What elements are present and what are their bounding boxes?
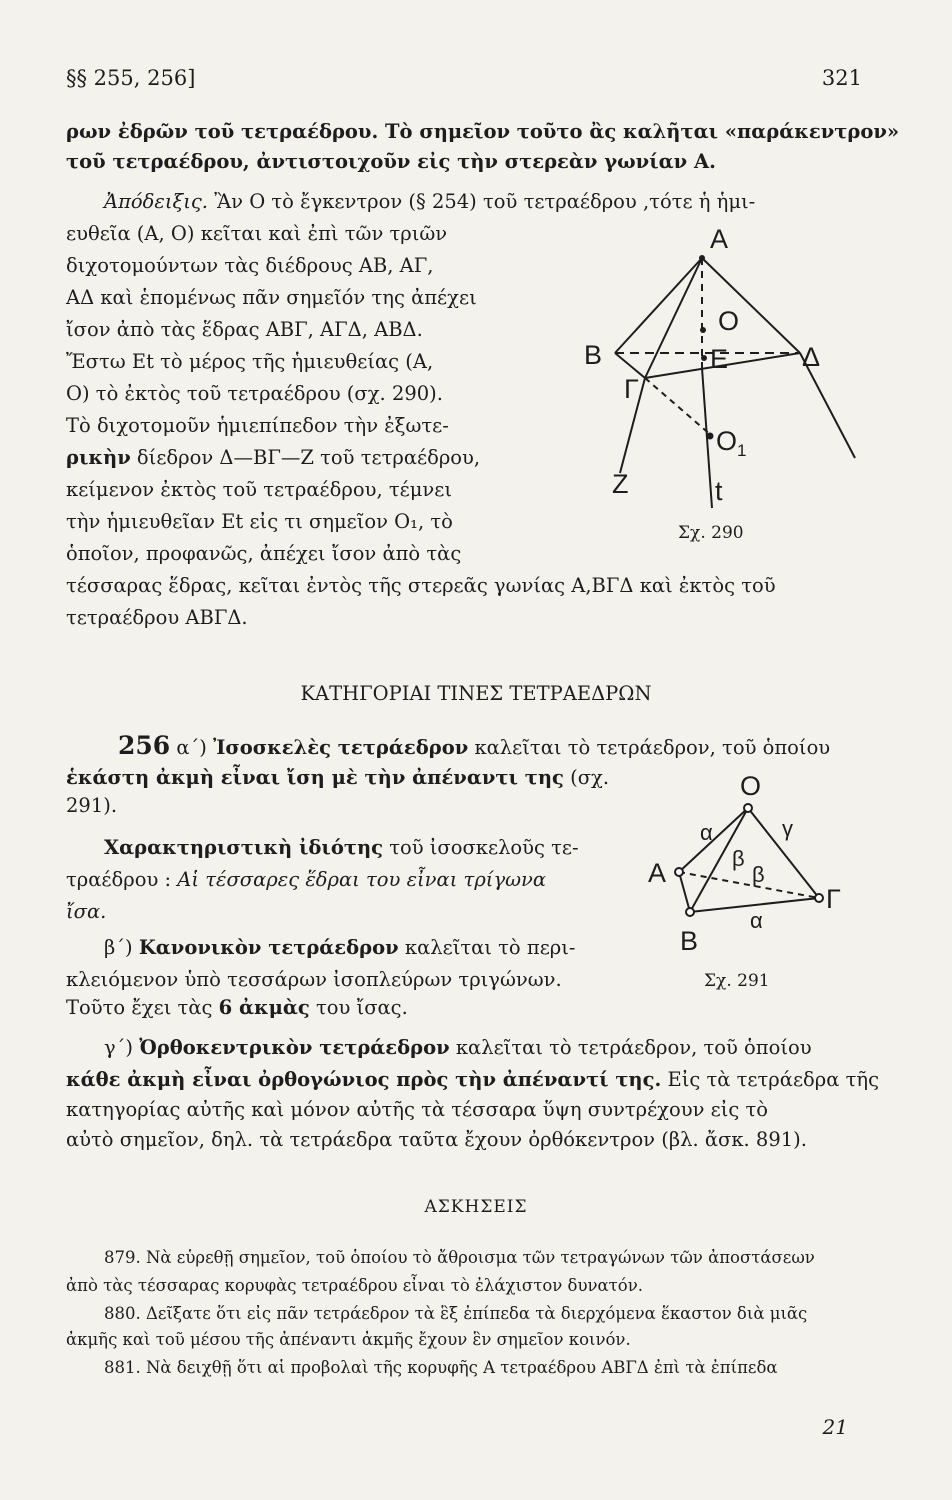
- para1-line2: τοῦ τετραέδρου, ἀντιστοιχοῦν εἰς τὴν στερεὰν γωνίαν Α.: [66, 150, 716, 173]
- proof-line1: [104, 187, 755, 217]
- proof-line4: ΑΔ καὶ ἑπομένως πᾶν σημεῖόν της ἀπέχει: [66, 286, 477, 309]
- edge-AB: [615, 258, 702, 353]
- proof-label: Ἀπόδειξις.: [104, 190, 208, 213]
- para-b-rest: καλεῖται τὸ περι-: [398, 936, 576, 959]
- label-E: E: [710, 344, 729, 374]
- caption-291: Σχ. 291: [704, 971, 770, 991]
- proof-line11: τὴν ἡμιευθεῖαν Εt εἰς τι σημεῖον Ο₁, τὸ: [66, 510, 453, 533]
- para-b-line1: [104, 933, 576, 963]
- para1-line1: ρων ἐδρῶν τοῦ τετραέδρου. Τὸ σημεῖον τοῦτο ἂς καλῆται «παράκεντρον»: [66, 120, 900, 143]
- para-a-rest2: (σχ.: [563, 766, 610, 789]
- proof-line14: τετραέδρου ΑΒΓΔ.: [66, 606, 248, 629]
- para-a-line3: 291).: [66, 794, 118, 817]
- label-G: Γ: [826, 884, 841, 914]
- edge-AD: [702, 258, 800, 353]
- para-a-line1: [118, 731, 830, 763]
- label-A: A: [710, 224, 729, 254]
- para-a-label: α΄): [170, 736, 214, 759]
- proof-line12: ὁποῖον, προφανῶς, ἀπέχει ἴσον ἀπὸ τὰς: [66, 542, 462, 565]
- para-c-rest: καλεῖται τὸ τετράεδρον, τοῦ ὁποίου: [449, 1036, 812, 1059]
- para-a-bold2: ἑκάστη ἀκμὴ εἶναι ἴση μὲ τὴν ἀπέναντι της: [66, 766, 564, 789]
- char-term: Χαρακτηριστικὴ ἰδιότης: [104, 836, 383, 859]
- proof-line9-rest: δίεδρον Δ—ΒΓ—Ζ τοῦ τετραέδρου,: [130, 446, 481, 469]
- para-a-rest: καλεῖται τὸ τετράεδρον, τοῦ ὁποίου: [468, 736, 831, 759]
- point-O1: [707, 433, 714, 440]
- proof-line5: ἴσον ἀπὸ τὰς ἕδρας ΑΒΓ, ΑΓΔ, ΑΒΔ.: [66, 318, 423, 341]
- section-heading: ΚΑΤΗΓΟΡΙΑΙ ΤΙΝΕΣ ΤΕΤΡΑΕΔΡΩΝ: [300, 682, 652, 705]
- label-alpha-top: α: [700, 820, 713, 845]
- char-line2-b: Αἱ τέσσαρες ἕδραι του εἶναι τρίγωνα: [177, 868, 547, 891]
- label-beta-1: β: [732, 846, 745, 871]
- char-line1: [104, 833, 579, 863]
- label-B: B: [680, 926, 699, 956]
- exercise-880-line1: 880. Δεῖξατε ὅτι εἰς πᾶν τετράεδρον τὰ ἓξ ἐπίπεδα τὰ διερχόμενα ἕκαστον διὰ μιᾶς: [104, 1304, 808, 1323]
- char-line2: [66, 865, 546, 895]
- para-b-label: β΄): [104, 936, 139, 959]
- para-c-line3: κατηγορίας αὐτῆς καὶ μόνον αὐτῆς τὰ τέσσαρα ὕψη συντρέχουν εἰς τὸ: [66, 1098, 769, 1121]
- vertex-A: [699, 255, 705, 261]
- label-O1: O: [716, 426, 738, 456]
- para-c-label: γ΄): [104, 1036, 140, 1059]
- para-c-line2: [66, 1065, 879, 1095]
- exercise-880-line2: ἀκμῆς καὶ τοῦ μέσου τῆς ἀπέναντι ἀκμῆς ἔχουν ἓν σημεῖον κοινόν.: [66, 1330, 631, 1349]
- bisector-line: [645, 378, 712, 436]
- edge-AB: [679, 872, 690, 912]
- para-a-term: Ἰσοσκελὲς τετράεδρον: [213, 736, 469, 759]
- para-c-term: Ὀρθοκεντρικὸν τετράεδρον: [139, 1036, 450, 1059]
- figure-290: [520, 218, 880, 558]
- label-O: O: [718, 306, 740, 336]
- label-G: Γ: [624, 374, 639, 404]
- label-B: B: [584, 340, 603, 370]
- proof-line9: [66, 443, 480, 473]
- proof-line6: Ἔστω Εt τὸ μέρος τῆς ἡμιευθείας (Α,: [66, 350, 434, 373]
- caption-290: Σχ. 290: [678, 523, 744, 543]
- signature-mark: 21: [822, 1415, 848, 1439]
- proof-first-text: Ἂν Ο τὸ ἔγκεντρον (§ 254) τοῦ τετραέδρου ,τότε ἡ ἡμι-: [208, 190, 756, 213]
- label-Z: Z: [612, 469, 629, 499]
- para-b-term: Κανονικὸν τετράεδρον: [138, 936, 399, 959]
- section-reference: §§ 255, 256]: [66, 66, 196, 90]
- figure-291: [636, 770, 876, 995]
- label-O1-subscript: 1: [737, 441, 747, 460]
- proof-line10: κείμενον ἐκτὸς τοῦ τετραέδρου, τέμνει: [66, 478, 453, 501]
- proof-line13: τέσσαρας ἕδρας, κεῖται ἐντὸς τῆς στερεᾶς γωνίας Α,ΒΓΔ καὶ ἐκτὸς τοῦ: [66, 574, 776, 597]
- proof-line7: Ο) τὸ ἐκτὸς τοῦ τετραέδρου (σχ. 290).: [66, 382, 443, 405]
- edge-AG: [645, 258, 702, 378]
- exercise-879-line1: 879. Νὰ εὑρεθῇ σημεῖον, τοῦ ὁποίου τὸ ἄθροισμα τῶν τετραγώνων τῶν ἀποστάσεων: [104, 1248, 815, 1267]
- proof-line8: Τὸ διχοτομοῦν ἡμιεπίπεδον τὴν ἐξωτε-: [66, 414, 449, 437]
- point-O: [700, 327, 706, 333]
- proof-line2: ευθεῖα (Α, Ο) κεῖται καὶ ἐπὶ τῶν τριῶν: [66, 222, 448, 245]
- exercise-881-line1: 881. Νὰ δειχθῇ ὅτι αἱ προβολαὶ τῆς κορυφῆς Α τετραέδρου ΑΒΓΔ ἐπὶ τὰ ἐπίπεδα: [104, 1358, 778, 1377]
- char-line2-a: τραέδρου :: [66, 868, 178, 891]
- para-c-rest2: Εἰς τὰ τετράεδρα τῆς: [661, 1068, 880, 1091]
- label-t: t: [715, 476, 723, 506]
- exercise-879-line2: ἀπὸ τὰς τέσσαρας κορυφὰς τετραέδρου εἶναι τὸ ἐλάχιστον δυνατόν.: [66, 1276, 644, 1295]
- point-E: [701, 355, 707, 361]
- para-b-line3-c: του ἴσας.: [309, 996, 408, 1019]
- exercises-title: ΑΣΚΗΣΕΙΣ: [424, 1197, 528, 1217]
- para-c-bold2: κάθε ἀκμὴ εἶναι ὀρθογώνιος πρὸς τὴν ἀπέναντί της.: [66, 1068, 662, 1091]
- vertex-A: [675, 868, 683, 876]
- label-D: Δ: [802, 342, 821, 372]
- para-b-line3-a: Τοῦτο ἔχει τὰς: [66, 996, 219, 1019]
- proof-bold-word: ρικὴν: [66, 446, 131, 469]
- para-b-line3: [66, 993, 408, 1023]
- label-A: A: [648, 858, 667, 888]
- proof-line3: διχοτομούντων τὰς διέδρους ΑΒ, ΑΓ,: [66, 254, 434, 277]
- section-number: 256: [118, 731, 171, 760]
- para-b-line2: κλειόμενον ὑπὸ τεσσάρων ἰσοπλεύρων τριγώνων.: [66, 968, 562, 991]
- label-beta-2: β: [752, 862, 765, 887]
- para-b-line3-b: 6 ἀκμὰς: [218, 996, 310, 1019]
- vertex-O: [744, 804, 752, 812]
- page-number: 321: [821, 66, 862, 90]
- para-a-line2: [66, 763, 609, 793]
- label-gamma: γ: [782, 816, 793, 841]
- para-c-line4: αὐτὸ σημεῖον, δηλ. τὰ τετράεδρα ταῦτα ἔχουν ὀρθόκεντρον (βλ. ἄσκ. 891).: [66, 1128, 807, 1151]
- para-c-line1: [104, 1033, 812, 1063]
- label-alpha-bottom: α: [750, 908, 763, 933]
- vertex-B: [686, 908, 694, 916]
- vertex-G: [815, 894, 823, 902]
- char-line3: ἴσα.: [66, 900, 107, 923]
- label-O: O: [740, 771, 762, 801]
- char-rest: τοῦ ἰσοσκελοῦς τε-: [383, 836, 579, 859]
